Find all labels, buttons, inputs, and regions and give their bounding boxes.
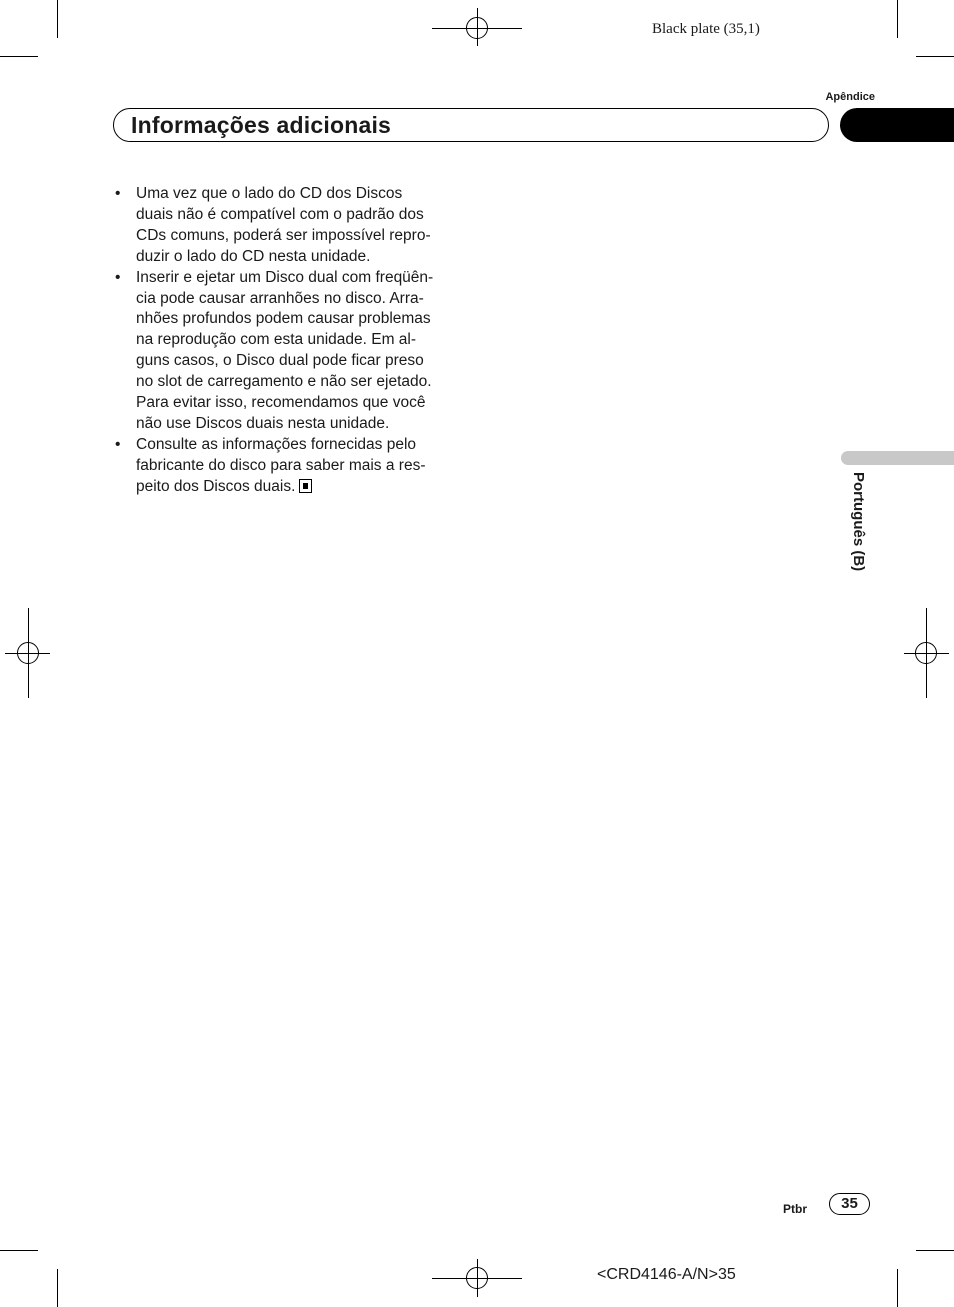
text-line: cia pode causar arranhões no disco. Arra- [136,289,424,307]
text-line: nhões profundos podem causar problemas [136,310,431,328]
language-label: Português (B) [850,472,867,572]
section-label: Apêndice [825,91,875,103]
section-tab [840,108,954,142]
bullet-marker: • [115,435,121,453]
text-line: Para evitar isso, recomendamos que você [136,394,426,412]
plate-label: Black plate (35,1) [652,21,760,37]
text-line: guns casos, o Disco dual pode ficar preso [136,352,424,370]
list-item [113,268,458,435]
text-line: fabricante do disco para saber mais a res- [136,456,426,474]
text-line: Uma vez que o lado do CD dos Discos [136,185,403,202]
bullet-list [113,184,458,498]
text-line: CDs comuns, poderá ser impossível repro- [136,226,431,244]
text-line: no slot de carregamento e não ser ejetado. [136,373,432,391]
list-item [113,184,458,268]
text-line: na reprodução com esta unidade. Em al- [136,331,417,349]
text-line: duzir o lado do CD nesta unidade. [136,247,371,265]
bullet-marker: • [115,185,121,202]
bullet-marker: • [115,268,121,286]
list-item [113,435,458,498]
page-number: 35 [829,1193,870,1215]
text-line: não use Discos duais nesta unidade. [136,414,390,432]
language-tab [841,451,954,465]
language-code: Ptbr [783,1202,807,1216]
text-line: Consulte as informações fornecidas pelo [136,435,417,453]
document-code: <CRD4146-A/N>35 [597,1266,736,1283]
text-line: Inserir e ejetar um Disco dual com freqüên- [136,268,434,286]
text-line: peito dos Discos duais. [136,477,296,495]
text-line: duais não é compatível com o padrão dos [136,205,424,223]
end-of-section-icon [299,479,312,493]
page-title: Informações adicionais [131,112,392,138]
